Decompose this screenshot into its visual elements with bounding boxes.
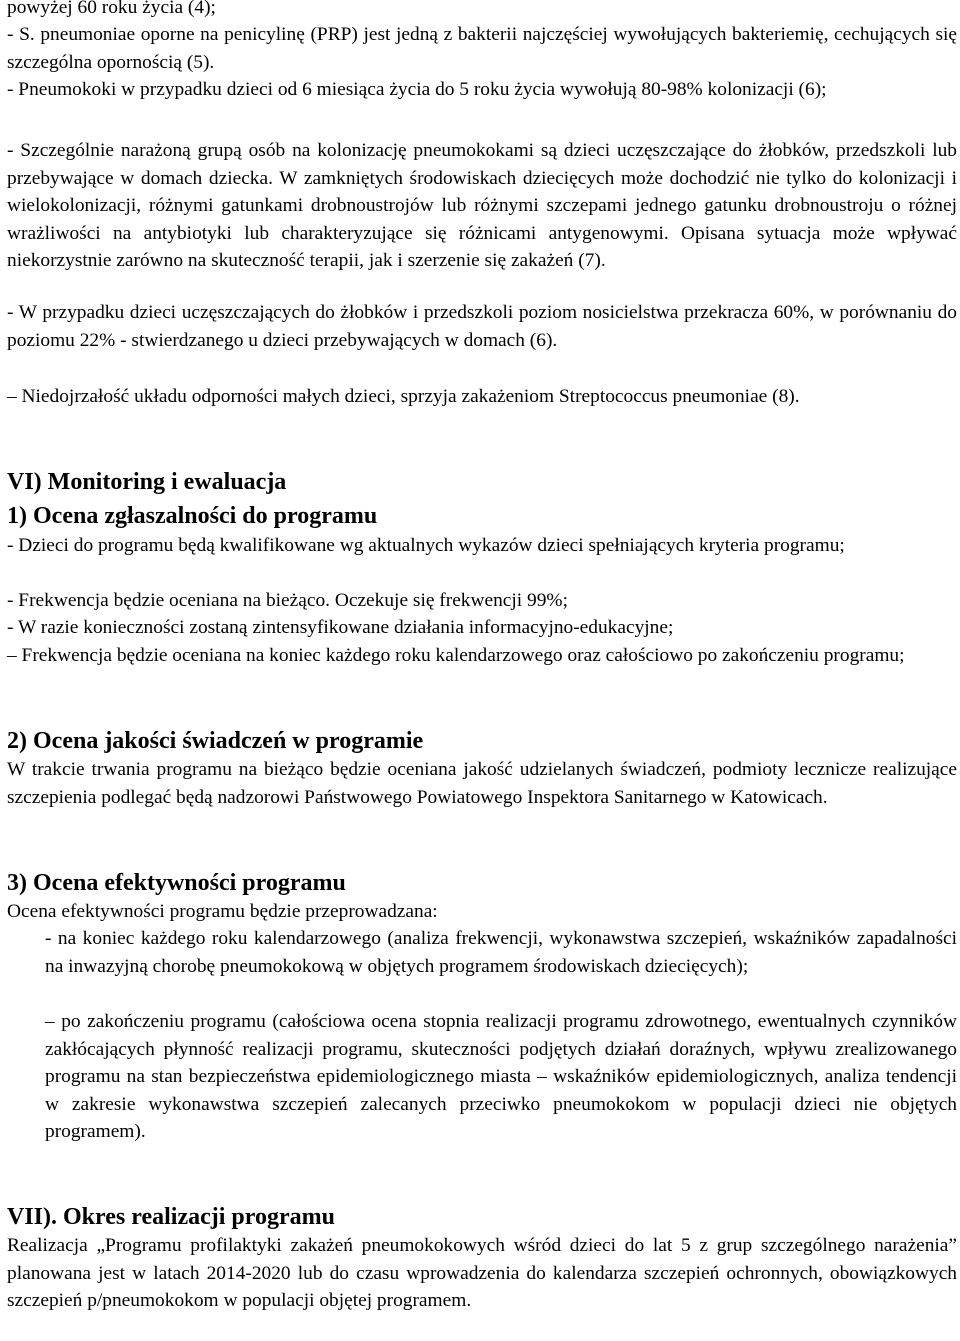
paragraph-immunity: – Niedojrzałość układu odporności małych dzieci, sprzyja zakażeniom Streptococcus pneumoniae (8). [7, 386, 800, 407]
section-heading-period: VII). Okres realizacji programu [7, 1204, 335, 1230]
paragraph-attendance-evaluation: – Frekwencja będzie oceniana na koniec każdego roku kalendarzowego oraz całościowo po zakończeniu programu; [7, 645, 905, 666]
paragraph-pneumococci-children: - Pneumokoki w przypadku dzieci od 6 miesiąca życia do 5 roku życia wywołują 80-98% kolonizacji (6); [7, 79, 827, 100]
subsection-heading-reporting: 1) Ocena zgłaszalności do programu [7, 503, 378, 529]
subsection-heading-quality: 2) Ocena jakości świadczeń w programie [7, 728, 424, 754]
section-heading-monitoring: VI) Monitoring i ewaluacja [7, 469, 287, 495]
paragraph-effectiveness-intro: Ocena efektywności programu będzie przeprowadzana: [7, 901, 438, 922]
paragraph-age-60: powyżej 60 roku życia (4); [7, 0, 216, 18]
paragraph-risk-group: - Szczególnie narażoną grupą osób na kolonizację pneumokokami są dzieci uczęszczające do żłobków, przedszkoli lub przebywające w domach dziecka. W zamkniętych środowiskach dziecięcych może dochodzić nie tylko do kolonizacji i wielokolonizacji, różnymi gatunkami drobnoustrojów lub różnymi szczepami jednego gatunku drobnoustroju o różnej wrażliwości na antybiotyki lub charakteryzujące się różnicami antygenowymi. Opisana sytuacja może wpływać niekorzystnie zarówno na skuteczność terapii, jak i szerzenie się zakażeń (7). [7, 140, 957, 271]
paragraph-information: - W razie konieczności zostaną zintensyfikowane działania informacyjno-edukacyjne; [7, 617, 674, 638]
paragraph-carriage: - W przypadku dzieci uczęszczających do żłobków i przedszkoli poziom nosicielstwa przekracza 60%, w porównaniu do poziomu 22% - stwierdzanego u dzieci przebywających w domach (6). [7, 302, 957, 351]
paragraph-period: Realizacja „Programu profilaktyki zakażeń pneumokokowych wśród dzieci do lat 5 z grup szczególnego narażenia” planowana jest w latach 2014-2020 lub do czasu wprowadzenia do kalendarza szczepień ochronnych, obowiązkowych szczepień p/pneumokokom w populacji objętej programem. [7, 1235, 957, 1311]
paragraph-prp: - S. pneumoniae oporne na penicylinę (PRP) jest jedną z bakterii najczęściej wywołujących bakteriemię, cechujących się szczególna opornością (5). [7, 24, 957, 73]
paragraph-qualification: - Dzieci do programu będą kwalifikowane wg aktualnych wykazów dzieci spełniających kryteria programu; [7, 535, 845, 556]
paragraph-yearly-evaluation: - na koniec każdego roku kalendarzowego (analiza frekwencji, wykonawstwa szczepień, wskaźników zapadalności na inwazyjną chorobę pneumokokową w objętych programem środowiskach dziecięcych); [45, 928, 957, 977]
paragraph-quality: W trakcie trwania programu na bieżąco będzie oceniana jakość udzielanych świadczeń, podmioty lecznicze realizujące szczepienia podlegać będą nadzorowi Państwowego Powiatowego Inspektora Sanitarnego w Katowicach. [7, 759, 957, 808]
subsection-heading-effectiveness: 3) Ocena efektywności programu [7, 870, 346, 896]
paragraph-attendance: - Frekwencja będzie oceniana na bieżąco. Oczekuje się frekwencji 99%; [7, 590, 568, 611]
paragraph-final-evaluation: – po zakończeniu programu (całościowa ocena stopnia realizacji programu zdrowotnego, ewentualnych czynników zakłócających płynność realizacji programu, skuteczności podjętych działań doraźnych, wpływu zrealizowanego programu na stan bezpieczeństwa epidemiologicznego miasta – wskaźników epidemiologicznych, analiza tendencji w zakresie wykonawstwa szczepień zalecanych przeciwko pneumokokom w populacji dzieci nie objętych programem). [45, 1011, 957, 1142]
